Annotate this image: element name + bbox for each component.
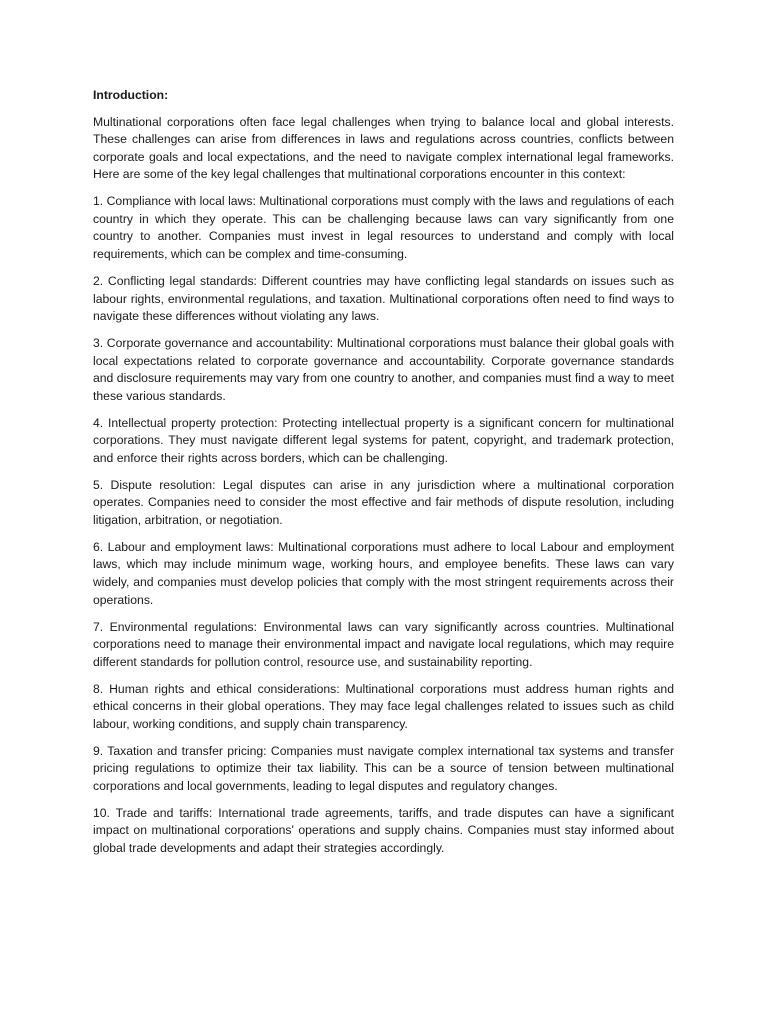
- section-heading: Introduction:: [93, 88, 169, 102]
- paragraph-8-human-rights: 8. Human rights and ethical considerations: Multinational corporations must address human rights and ethical concerns in their global operations. They may face legal challenges related to issues such as child labour, working conditions, and supply chain transparency.: [93, 681, 674, 731]
- paragraph-6-labour-laws: 6. Labour and employment laws: Multinational corporations must adhere to local Labour and employment laws, which may include minimum wage, working hours, and employee benefits. These laws can vary widely, and companies must develop policies that comply with the most stringent requirements across their operations.: [93, 539, 674, 607]
- paragraph-5-dispute-resolution: 5. Dispute resolution: Legal disputes can arise in any jurisdiction where a multinational corporation operates. Companies need to consider the most effective and fair methods of dispute resolution, including litigation, arbitration, or negotiation.: [93, 477, 674, 527]
- paragraph-1-compliance: 1. Compliance with local laws: Multinational corporations must comply with the laws and regulations of each country in which they operate. This can be challenging because laws can vary significantly from one country to another. Companies must invest in legal resources to understand and comply with local requirements, which can be complex and time-consuming.: [93, 194, 674, 262]
- paragraph-9-taxation: 9. Taxation and transfer pricing: Companies must navigate complex international tax systems and transfer pricing regulations to optimize their tax liability. This can be a source of tension between multinational corporations and local governments, leading to legal disputes and regulatory changes.: [93, 743, 674, 793]
- intro-paragraph: Multinational corporations often face legal challenges when trying to balance local and global interests. These challenges can arise from differences in laws and regulations across countries, conflicts between corporate goals and local expectations, and the need to navigate complex international legal frameworks. Here are some of the key legal challenges that multinational corporations encounter in this context:: [93, 114, 674, 182]
- paragraph-2-conflicting-standards: 2. Conflicting legal standards: Different countries may have conflicting legal standards on issues such as labour rights, environmental regulations, and taxation. Multinational corporations often need to find ways to navigate these differences without violating any laws.: [93, 273, 674, 324]
- document-body: [93, 87, 674, 867]
- paragraph-7-environmental: 7. Environmental regulations: Environmental laws can vary significantly across countries. Multinational corporations need to manage their environmental impact and navigate local regulations, which may require different standards for pollution control, resource use, and sustainability reporting.: [93, 619, 674, 669]
- paragraph-10-trade-tariffs: 10. Trade and tariffs: International trade agreements, tariffs, and trade disputes can have a significant impact on multinational corporations' operations and supply chains. Companies must stay informed about global trade developments and adapt their strategies accordingly.: [93, 805, 674, 855]
- paragraph-4-intellectual-property: 4. Intellectual property protection: Protecting intellectual property is a significant concern for multinational corporations. They must navigate different legal systems for patent, copyright, and trademark protection, and enforce their rights across borders, which can be challenging.: [93, 415, 674, 465]
- paragraph-3-corporate-governance: 3. Corporate governance and accountability: Multinational corporations must balance their global goals with local expectations related to corporate governance and accountability. Corporate governance standards and disclosure requirements may vary from one country to another, and companies must find a way to meet these various standards.: [93, 336, 674, 403]
